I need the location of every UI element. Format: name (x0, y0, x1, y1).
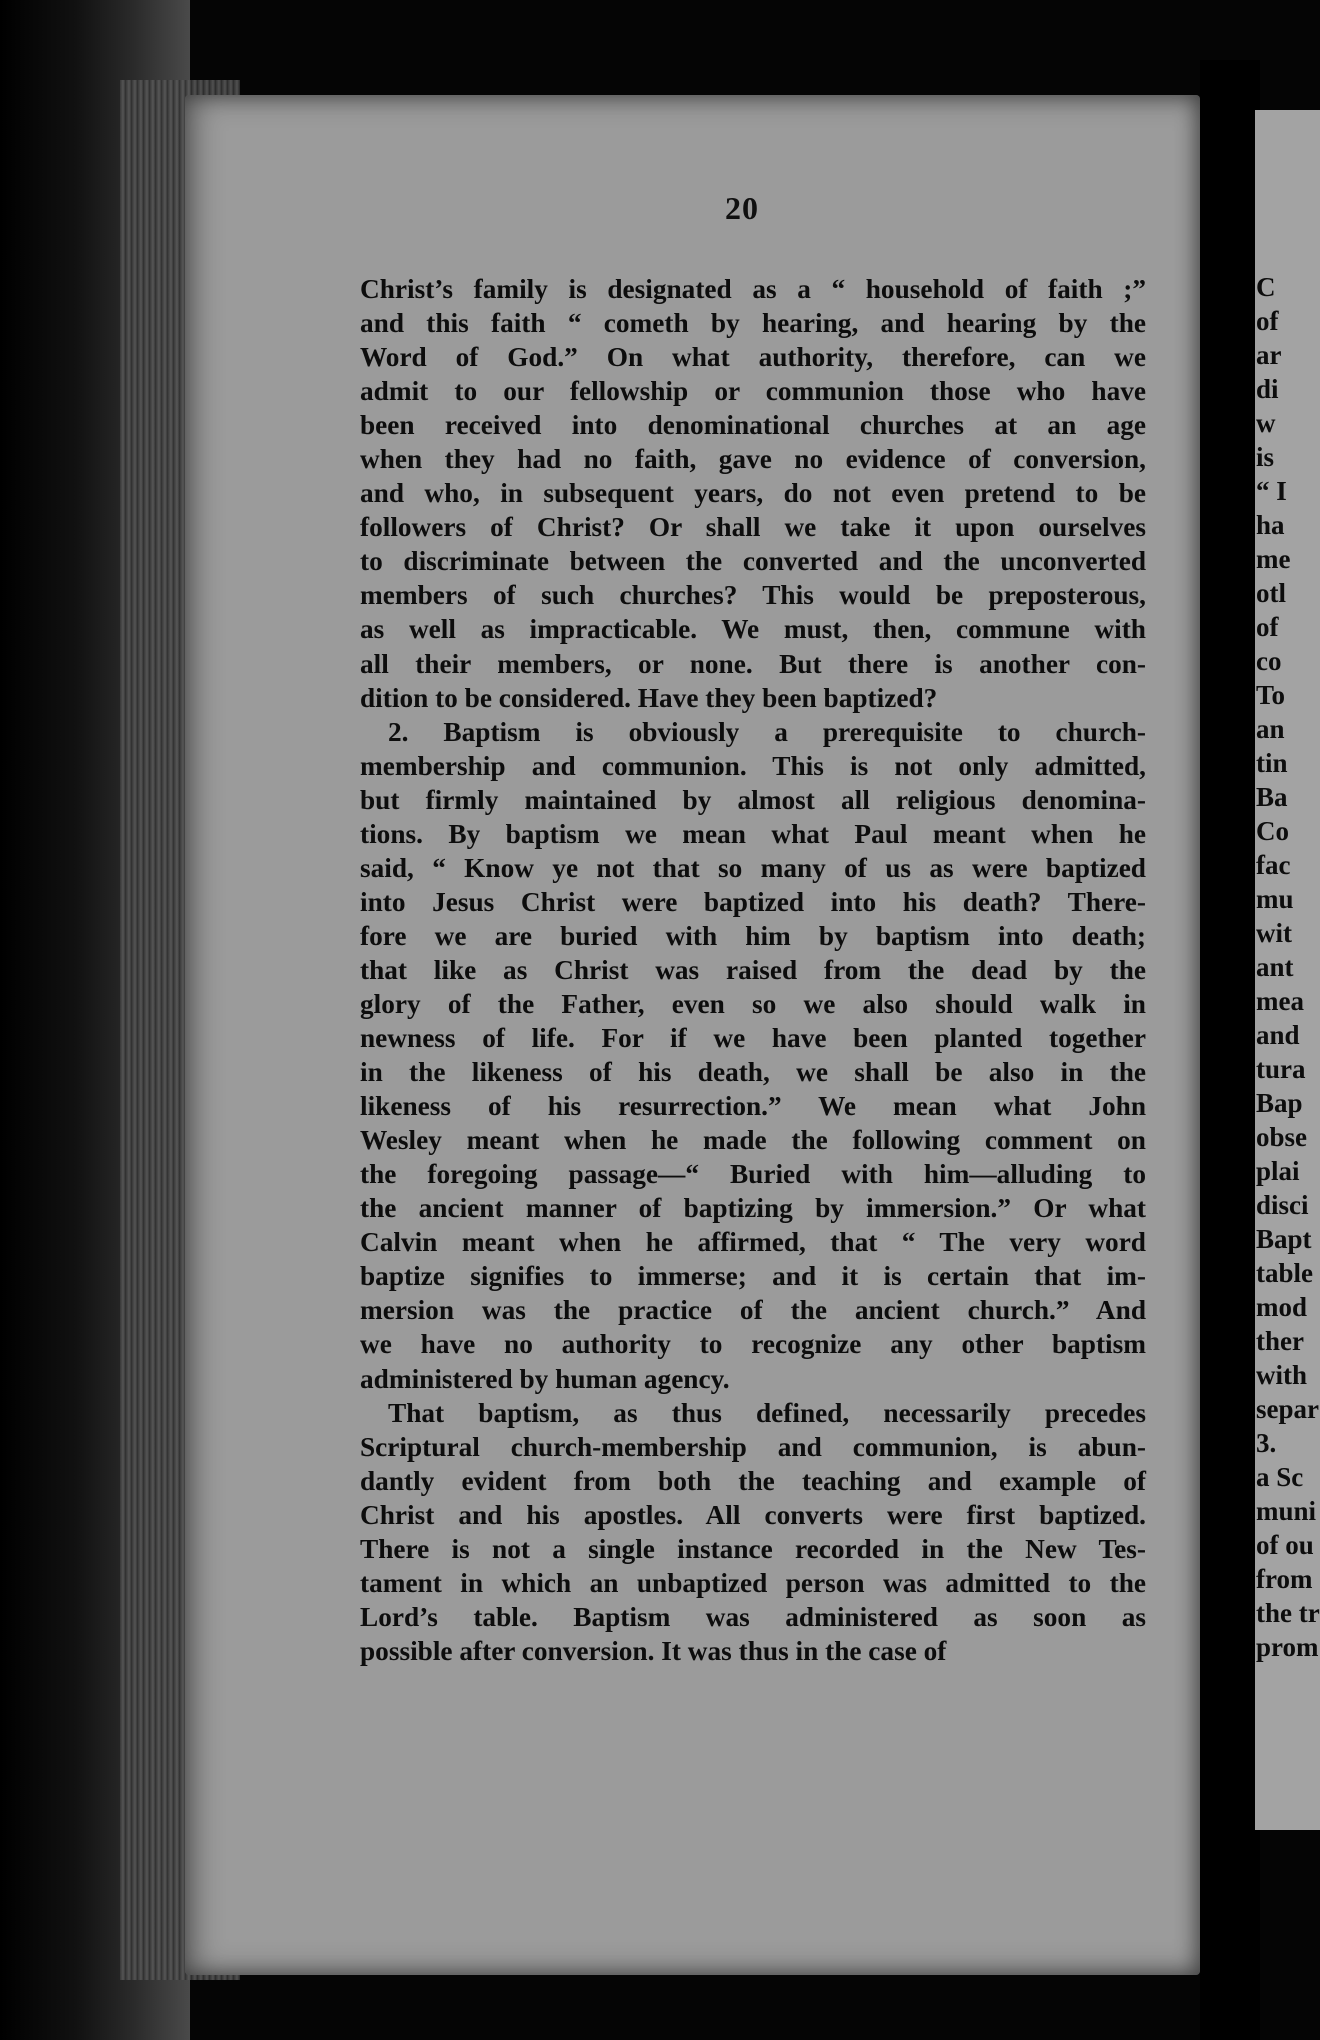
facing-page-fragment: of (1256, 306, 1279, 336)
text-line: the ancient manner of baptizing by immersion.” Or what (360, 1193, 1146, 1224)
facing-page-fragment: a Sc (1256, 1462, 1304, 1492)
text-line: we have no authority to recognize any other baptism (360, 1329, 1146, 1360)
text-line: and who, in subsequent years, do not even pretend to be (360, 478, 1146, 509)
text-line: the foregoing passage—“ Buried with him—alluding to (360, 1159, 1146, 1190)
text-line: that like as Christ was raised from the dead by the (360, 954, 1146, 985)
facing-page-fragment: disci (1256, 1190, 1309, 1220)
text-line: glory of the Father, even so we also should walk in (360, 988, 1146, 1019)
facing-page-fragment: plai (1256, 1156, 1300, 1186)
facing-page-fragment: wit (1256, 918, 1292, 948)
text-line: membership and communion. This is not only admitted, (360, 750, 1146, 781)
facing-page-fragment: from (1256, 1564, 1313, 1594)
facing-page-fragment: C (1256, 272, 1276, 302)
text-line: tions. By baptism we mean what Paul meant when he (360, 818, 1146, 849)
text-line: 2. Baptism is obviously a prerequisite to church- (388, 716, 1146, 747)
text-line: Wesley meant when he made the following comment on (360, 1125, 1146, 1156)
facing-page-fragment: me (1256, 544, 1291, 574)
text-line: all their members, or none. But there is another con- (360, 648, 1146, 679)
facing-page-fragment: of ou (1256, 1530, 1314, 1560)
facing-page-fragment: 3. (1256, 1428, 1277, 1458)
text-line: possible after conversion. It was thus in the case of (360, 1635, 947, 1666)
facing-page-fragment: tin (1256, 748, 1288, 778)
text-line: newness of life. For if we have been planted together (360, 1023, 1146, 1054)
facing-page-fragment: prom (1256, 1632, 1319, 1662)
facing-page-fragment: and (1256, 1020, 1300, 1050)
text-line: Word of God.” On what authority, therefore, can we (360, 342, 1146, 373)
text-line: mersion was the practice of the ancient church.” And (360, 1295, 1146, 1326)
facing-page-fragment: To (1256, 680, 1286, 710)
facing-page-fragment: co (1256, 646, 1282, 676)
text-line: into Jesus Christ were baptized into his death? There- (360, 886, 1146, 917)
facing-page-fragment: ha (1256, 510, 1285, 540)
text-line: followers of Christ? Or shall we take it upon ourselves (360, 512, 1146, 543)
text-line: members of such churches? This would be preposterous, (360, 580, 1146, 611)
text-line: Christ and his apostles. All converts were first baptized. (360, 1499, 1146, 1530)
facing-page-fragment: Ba (1256, 782, 1288, 812)
text-line: but firmly maintained by almost all religious denomina- (360, 784, 1146, 815)
text-line: likeness of his resurrection.” We mean what John (360, 1091, 1146, 1122)
facing-page-fragment: is (1256, 442, 1275, 472)
text-line: when they had no faith, gave no evidence of conversion, (360, 444, 1146, 475)
text-line: That baptism, as thus defined, necessarily precedes (388, 1397, 1146, 1428)
page-gutter (1200, 60, 1260, 2040)
text-line: as well as impracticable. We must, then, commune with (360, 614, 1146, 645)
text-line: administered by human agency. (360, 1363, 730, 1394)
facing-page-fragment: Bapt (1256, 1224, 1312, 1254)
facing-page-fragment: tura (1256, 1054, 1306, 1084)
facing-page-fragment: separ (1256, 1394, 1319, 1424)
text-line: in the likeness of his death, we shall be also in the (360, 1057, 1146, 1088)
text-line: dition to be considered. Have they been baptized? (360, 682, 938, 713)
facing-page-fragment: ar (1256, 340, 1282, 370)
page-number: 20 (725, 190, 759, 226)
facing-page-fragment: Co (1256, 816, 1289, 846)
facing-page-fragment: table (1256, 1258, 1313, 1288)
facing-page-fragment: mod (1256, 1292, 1308, 1322)
page-body-text (360, 272, 1146, 1668)
facing-page-fragment: ther (1256, 1326, 1304, 1356)
facing-page-fragment: with (1256, 1360, 1308, 1390)
text-line: admit to our fellowship or communion those who have (360, 376, 1146, 407)
text-line: baptize signifies to immerse; and it is certain that im- (360, 1261, 1146, 1292)
facing-page-fragment: obse (1256, 1122, 1308, 1152)
facing-page-fragment: fac (1256, 850, 1291, 880)
facing-page-fragment: of (1256, 612, 1279, 642)
facing-page-fragment: muni (1256, 1496, 1317, 1526)
facing-page-fragment: an (1256, 714, 1285, 744)
text-line: been received into denominational churches at an age (360, 410, 1146, 441)
text-line: fore we are buried with him by baptism into death; (360, 920, 1146, 951)
text-line: Lord’s table. Baptism was administered as soon as (360, 1601, 1146, 1632)
facing-page-fragment: di (1256, 374, 1279, 404)
text-line: said, “ Know ye not that so many of us as were baptized (360, 852, 1146, 883)
facing-page-fragment: mu (1256, 884, 1294, 914)
facing-page-fragment: mea (1256, 986, 1304, 1016)
facing-page-fragment: Bap (1256, 1088, 1303, 1118)
text-line: and this faith “ cometh by hearing, and hearing by the (360, 308, 1146, 339)
facing-page-fragment: the tr (1256, 1598, 1320, 1628)
facing-page-fragment: ant (1256, 952, 1294, 982)
facing-page-fragment: otl (1256, 578, 1286, 608)
text-line: There is not a single instance recorded in the New Tes- (360, 1533, 1146, 1564)
text-line: Calvin meant when he affirmed, that “ The very word (360, 1227, 1146, 1258)
text-line: dantly evident from both the teaching and example of (360, 1465, 1146, 1496)
facing-page-fragment: “ I (1256, 476, 1287, 506)
facing-page-fragment: w (1256, 408, 1276, 438)
facing-page-text (1256, 270, 1320, 1664)
text-line: Scriptural church-membership and communion, is abun- (360, 1431, 1146, 1462)
text-line: Christ’s family is designated as a “ household of faith ;” (360, 274, 1146, 304)
text-line: to discriminate between the converted and the unconverted (360, 546, 1146, 577)
text-line: tament in which an unbaptized person was admitted to the (360, 1567, 1146, 1598)
